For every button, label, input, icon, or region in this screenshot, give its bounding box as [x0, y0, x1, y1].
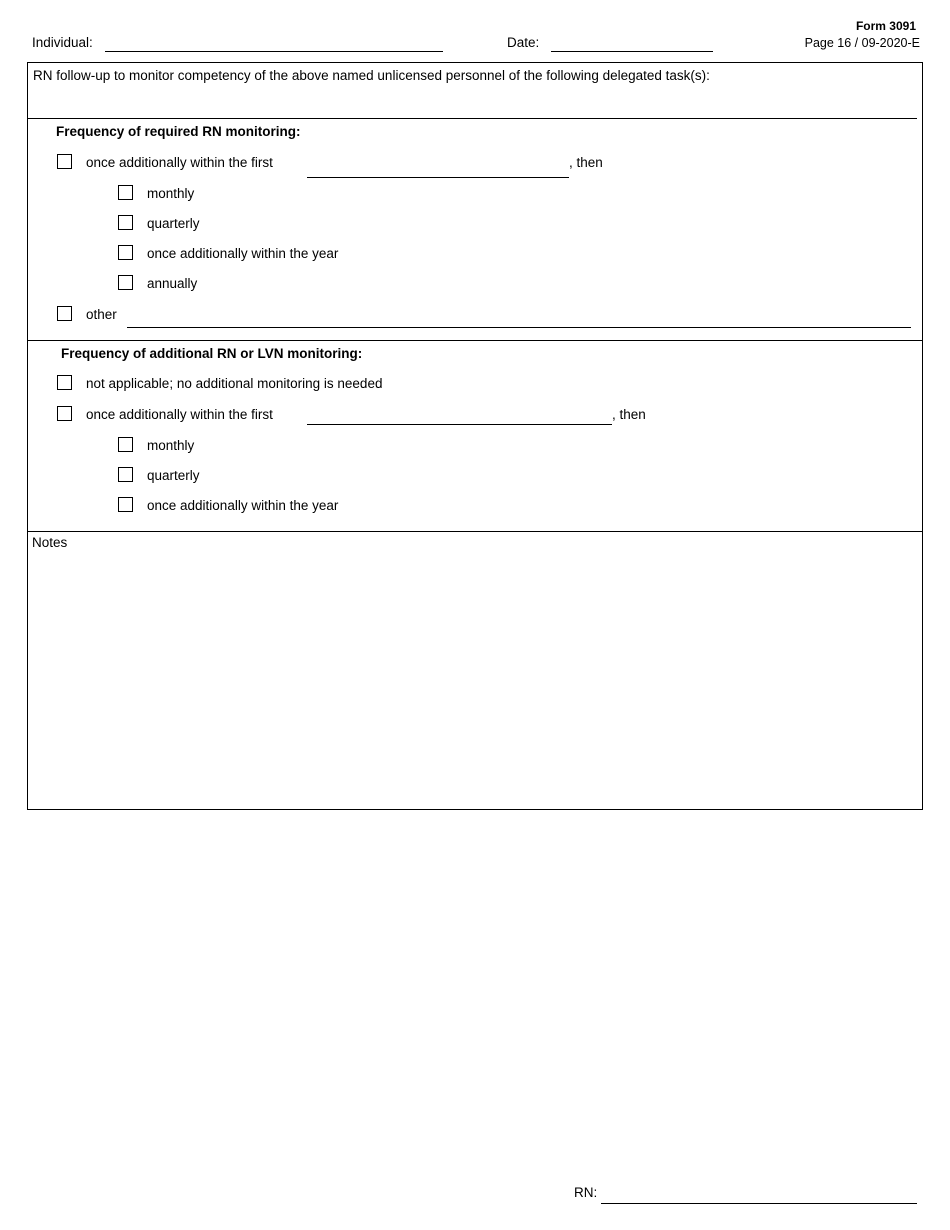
rn-then-label: , then — [569, 155, 603, 170]
rn-other-field[interactable] — [127, 327, 911, 328]
rn-annually-checkbox[interactable] — [118, 275, 133, 290]
rn-annually-label: annually — [147, 276, 198, 291]
date-label: Date: — [507, 35, 540, 50]
individual-label: Individual: — [32, 35, 93, 50]
rn-monthly-checkbox[interactable] — [118, 185, 133, 200]
rn-signature-field[interactable] — [601, 1203, 917, 1204]
additional-monitoring-heading: Frequency of additional RN or LVN monitoring: — [61, 346, 363, 361]
notes-label: Notes — [32, 535, 68, 550]
rn-quarterly-checkbox[interactable] — [118, 215, 133, 230]
form-number: Form 3091 — [855, 19, 916, 33]
rn-monitoring-heading: Frequency of required RN monitoring: — [56, 124, 301, 139]
rn-monthly-label: monthly — [147, 186, 195, 201]
page-info: Page 16 / 09-2020-E — [804, 36, 920, 50]
rn-quarterly-label: quarterly — [147, 216, 200, 231]
additional-once-checkbox[interactable] — [57, 406, 72, 421]
additional-monthly-checkbox[interactable] — [118, 437, 133, 452]
intro-text: RN follow-up to monitor competency of the above named unlicensed personnel of the following delegated task(s): — [33, 68, 710, 83]
rn-once-year-checkbox[interactable] — [118, 245, 133, 260]
rn-other-label: other — [86, 307, 117, 322]
individual-field[interactable] — [105, 51, 443, 52]
additional-once-label: once additionally within the first — [86, 407, 273, 422]
additional-quarterly-label: quarterly — [147, 468, 200, 483]
additional-quarterly-checkbox[interactable] — [118, 467, 133, 482]
divider — [28, 340, 922, 341]
additional-once-year-label: once additionally within the year — [147, 498, 339, 513]
task-field[interactable] — [33, 90, 913, 114]
not-applicable-checkbox[interactable] — [57, 375, 72, 390]
not-applicable-label: not applicable; no additional monitoring is needed — [86, 376, 383, 391]
rn-other-checkbox[interactable] — [57, 306, 72, 321]
rn-once-checkbox[interactable] — [57, 154, 72, 169]
additional-monthly-label: monthly — [147, 438, 195, 453]
divider — [28, 531, 922, 532]
notes-area[interactable] — [32, 556, 917, 804]
additional-once-year-checkbox[interactable] — [118, 497, 133, 512]
rn-once-year-label: once additionally within the year — [147, 246, 339, 261]
rn-once-label: once additionally within the first — [86, 155, 273, 170]
rn-once-period-field[interactable] — [307, 177, 569, 178]
rn-signature-label: RN: — [574, 1185, 598, 1200]
additional-once-period-field[interactable] — [307, 424, 612, 425]
divider — [28, 118, 917, 119]
date-field[interactable] — [551, 51, 713, 52]
additional-then-label: , then — [612, 407, 646, 422]
